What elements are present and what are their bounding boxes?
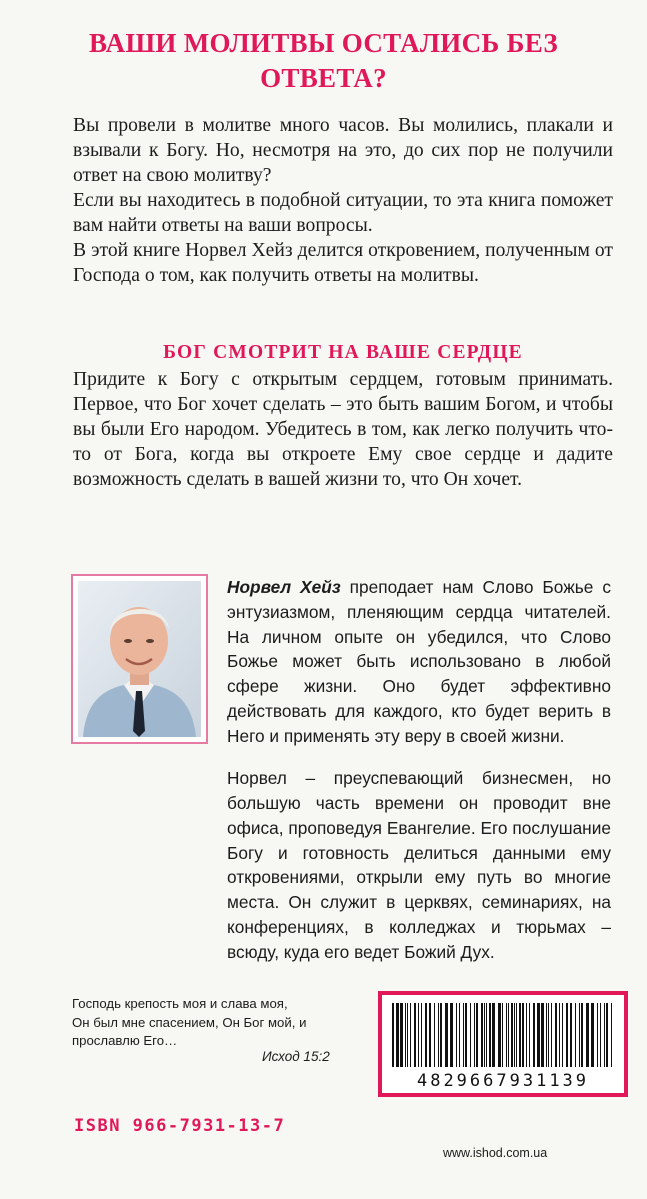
barcode-bar [508,1003,509,1067]
barcode-bar [591,1003,594,1067]
barcode-bar [559,1003,560,1067]
barcode-bar [546,1003,547,1067]
publisher-website: www.ishod.com.ua [443,1146,548,1160]
intro-paragraph: Вы провели в молитве много часов. Вы молились, плакали и взывали к Богу. Но, несмотря на это, до сих пор не получили ответ на свою молитву? [73,115,613,186]
barcode-bar [533,1003,535,1067]
barcode-bar [434,1003,435,1067]
barcode-bar [405,1003,406,1067]
barcode-bar [445,1003,448,1067]
barcode-bar [529,1003,530,1067]
barcode-bar [486,1003,487,1067]
barcode-bar [440,1003,442,1067]
author-name: Норвел Хейз [227,577,341,597]
barcode-bar [438,1003,439,1067]
barcode-bar [555,1003,557,1067]
barcode-bar [392,1003,394,1067]
barcode-bar [476,1003,478,1067]
barcode-bar [492,1003,495,1067]
author-portrait-image [78,581,201,737]
barcode-bar [470,1003,471,1067]
barcode-bar [611,1003,612,1067]
scripture-quote [72,995,372,1051]
barcode-bar [606,1003,608,1067]
barcode-bar [450,1003,453,1067]
barcode-number: 4829667931139 [416,1071,590,1091]
barcode-bar [566,1003,568,1067]
main-heading [20,26,627,96]
barcode-bar [562,1003,563,1067]
barcode-bar [514,1003,515,1067]
bio-text: преподает нам Слово Божье с энтузиазмом, пленяющим сердца читателей. На личном опыте он убедился, что Слово Божье может быть использовано в любой сфере жизни. Оно будет эффективно действовать для каждого, кто будет верить в Него и применять эту веру в своей жизни. [227,577,611,746]
quote-line: прославлю Его… [72,1033,178,1048]
barcode-bar [484,1003,485,1067]
barcode-bar [474,1003,475,1067]
quote-line: Господь крепость моя и слава моя, [72,996,288,1011]
barcode-bar [421,1003,422,1067]
barcode-bar [600,1003,601,1067]
barcode-bar [425,1003,427,1067]
barcode-bar [498,1003,501,1067]
barcode-bar [581,1003,583,1067]
barcode-bar [519,1003,521,1067]
barcode-bar [489,1003,491,1067]
barcode-bar [502,1003,503,1067]
barcode-bar [463,1003,464,1067]
intro-paragraph: В этой книге Норвел Хейз делится откровением, полученным от Господа о том, как получить ответы на молитвы. [73,240,613,286]
barcode-bar [516,1003,517,1067]
barcode-bar [400,1003,403,1067]
author-bio [227,575,611,749]
quote-line: Он был мне спасением, Он Бог мой, и [72,1014,307,1030]
barcode-bar [604,1003,605,1067]
barcode-bar [548,1003,549,1067]
section-heading: БОГ СМОТРИТ НА ВАШЕ СЕРДЦЕ [163,342,523,363]
main-heading-line2: ОТВЕТА? [260,63,387,93]
author-photo [71,574,208,744]
main-heading-line1: ВАШИ МОЛИТВЫ ОСТАЛИСЬ БЕЗ [89,28,558,58]
barcode-bar [465,1003,467,1067]
barcode-bar [522,1003,524,1067]
bio-paragraph [227,575,611,749]
barcode-bar [429,1003,431,1067]
barcode-bar [537,1003,540,1067]
barcode-bar [396,1003,399,1067]
barcode-bar [506,1003,507,1067]
barcode-bar [456,1003,457,1067]
barcode-bar [511,1003,513,1067]
barcode-bar [586,1003,589,1067]
barcode-bar [418,1003,419,1067]
intro-paragraph: Если вы находитесь в подобной ситуации, то эта книга поможет вам найти ответы на ваши вопросы. [73,190,613,236]
barcode-bar [459,1003,460,1067]
barcode-bar [414,1003,416,1067]
barcode [378,991,628,1097]
barcode-bar [575,1003,576,1067]
bio-paragraph: Норвел – преуспевающий бизнесмен, но большую часть времени он проводит вне офиса, проповедуя Евангелие. Его послушание Богу и готовность делиться данными ему откровениями, открыли ему путь во многие места. Он служит в церквях, семинариях, на конференциях, в колледжах и тюрьмах – всюду, куда его ведет Божий Дух. [227,768,611,962]
author-bio-continued [227,749,611,982]
barcode-bar [410,1003,411,1067]
barcode-bar [541,1003,544,1067]
barcode-bar [579,1003,580,1067]
barcode-bars [390,1003,616,1067]
barcode-bar [407,1003,408,1067]
barcode-bar [597,1003,598,1067]
barcode-bar [551,1003,552,1067]
section-paragraph: Придите к Богу с открытым сердцем, готовым принимать. Первое, что Бог хочет сделать – это быть вашим Богом, и чтобы вы были Его народом. Убедитесь в том, как легко получить что-то от Бога, когда вы откроете Ему свое сердце и дадите возможность сделать в вашей жизни то, что Он хочет. [73,369,613,490]
barcode-bar [481,1003,483,1067]
scripture-reference: Исход 15:2 [262,1049,330,1064]
barcode-bar [570,1003,572,1067]
intro-text [73,113,613,288]
isbn: ISBN 966-7931-13-7 [74,1116,286,1136]
barcode-bar [526,1003,527,1067]
section-text [73,367,613,492]
